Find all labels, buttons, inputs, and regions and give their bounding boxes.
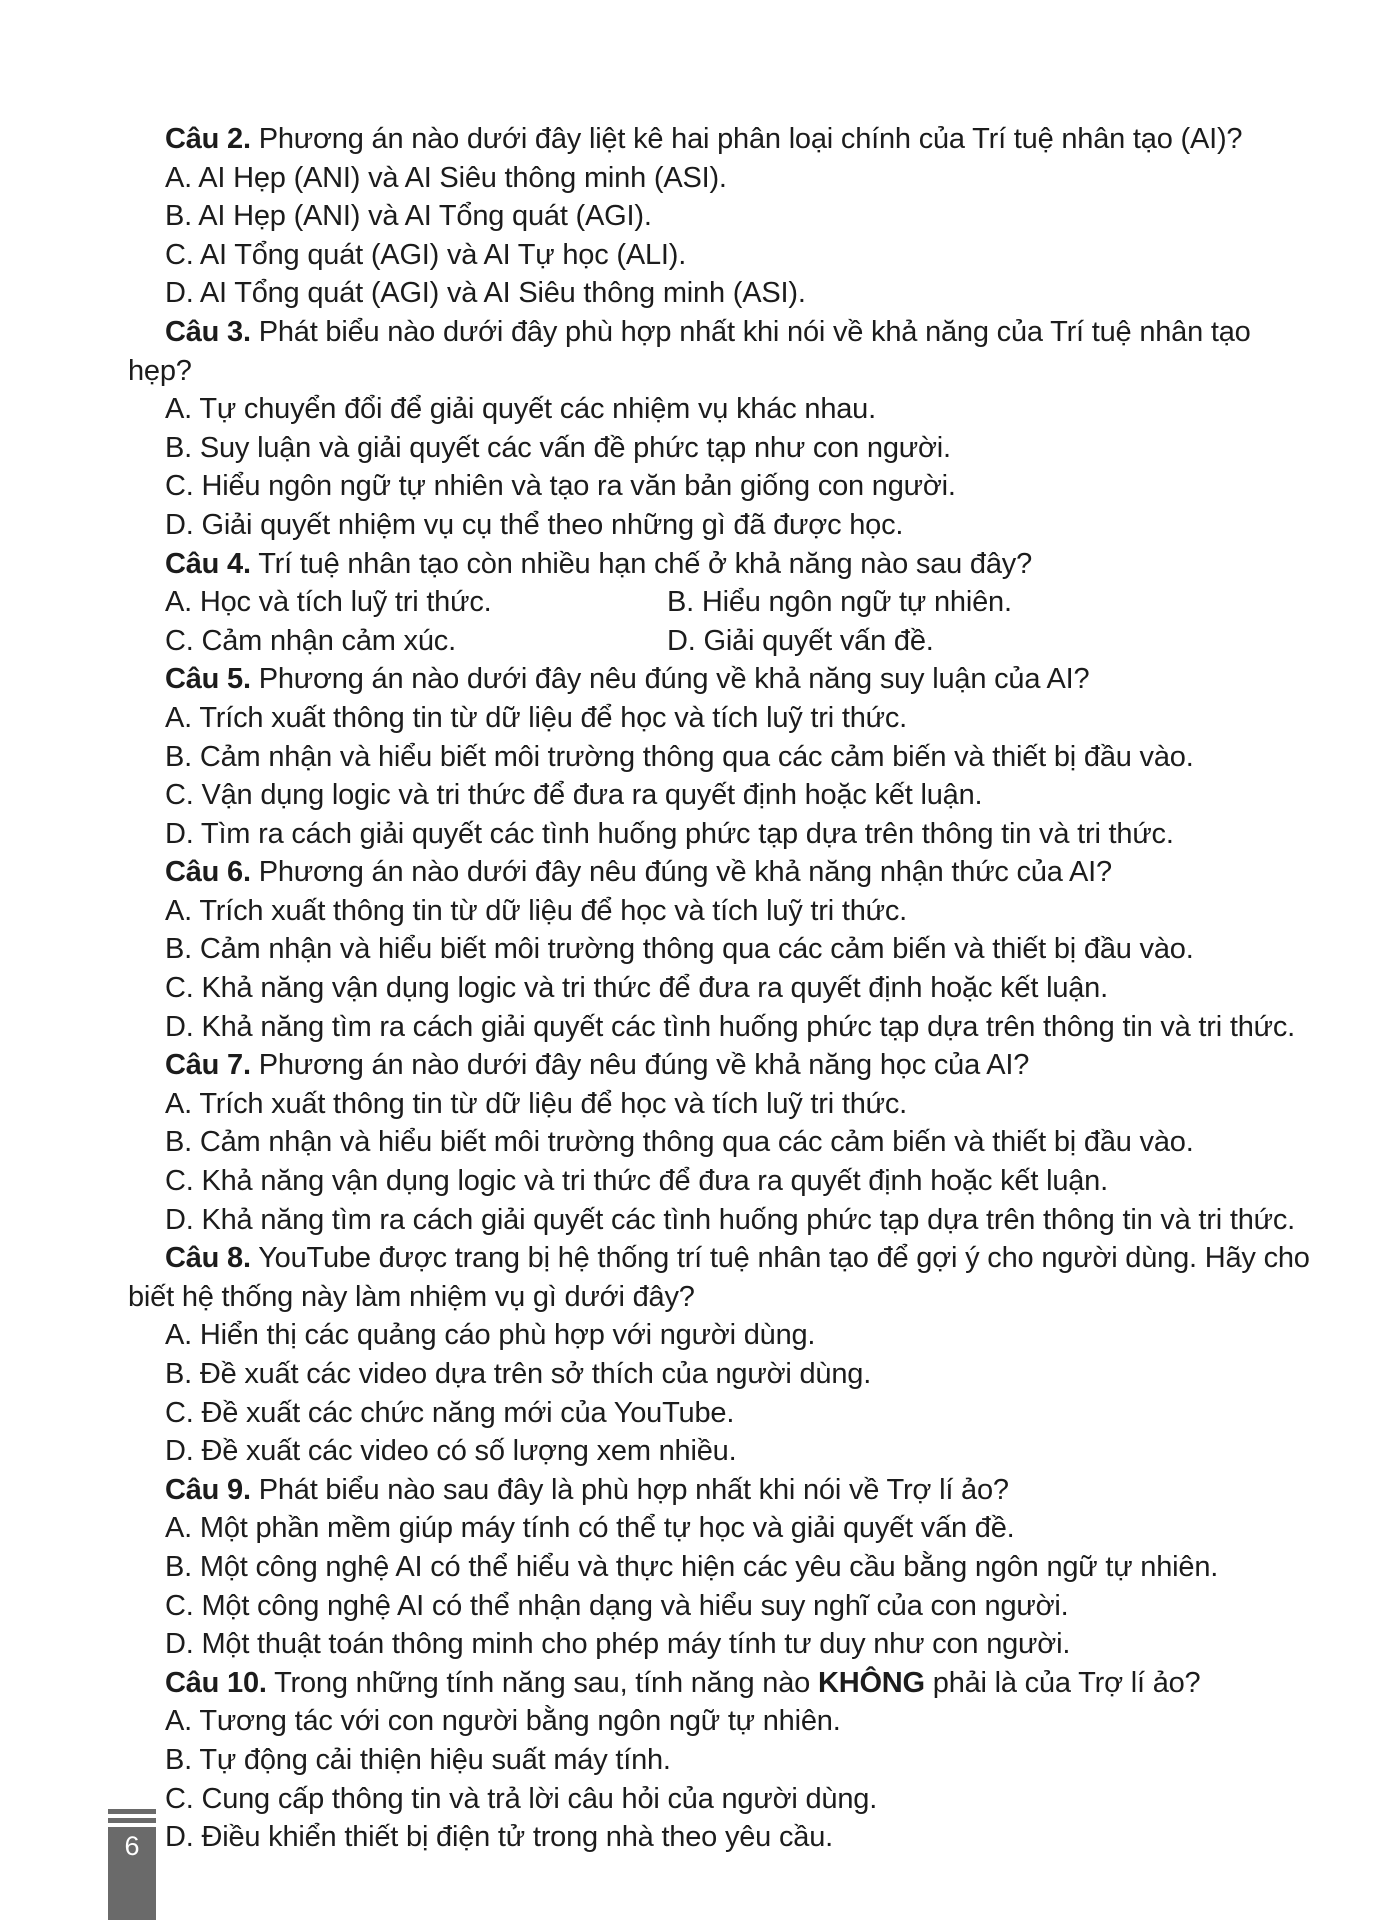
question-text — [128, 1239, 1318, 1316]
answer-option: B. Suy luận và giải quyết các vấn đề phức tạp như con người. — [165, 431, 951, 464]
question-block — [128, 853, 1318, 1046]
question-text-segment: Phương án nào dưới đây nêu đúng về khả năng học của AI? — [258, 1049, 1030, 1082]
answer-option: C. Một công nghệ AI có thể nhận dạng và hiểu suy nghĩ của con người. — [165, 1589, 1069, 1622]
question-block — [128, 545, 1318, 661]
answer-option: C. Cung cấp thông tin và trả lời câu hỏi của người dùng. — [165, 1782, 878, 1815]
question-number: Câu 8. — [165, 1242, 251, 1275]
answer-option: D. Một thuật toán thông minh cho phép máy tính tư duy như con người. — [165, 1628, 1071, 1661]
answer-option: C. Đề xuất các chức năng mới của YouTube. — [165, 1396, 735, 1429]
answer-option: A. Hiển thị các quảng cáo phù hợp với người dùng. — [165, 1319, 816, 1352]
question-text — [128, 660, 1318, 699]
question-text-segment: YouTube được trang bị hệ thống trí tuệ nhân tạo để gợi ý cho người dùng. Hãy cho biết hệ thống này làm nhiệm vụ gì dưới đây? — [128, 1242, 1310, 1313]
answer-option: A. Trích xuất thông tin từ dữ liệu để học và tích luỹ tri thức. — [165, 894, 907, 927]
answer-option: D. AI Tổng quát (AGI) và AI Siêu thông minh (ASI). — [165, 277, 806, 310]
answer-option: A. Tự chuyển đổi để giải quyết các nhiệm vụ khác nhau. — [165, 393, 876, 426]
question-text — [128, 545, 1318, 584]
answer-option: B. Cảm nhận và hiểu biết môi trường thông qua các cảm biến và thiết bị đầu vào. — [165, 1126, 1194, 1159]
answer-option: A. Trích xuất thông tin từ dữ liệu để học và tích luỹ tri thức. — [165, 1087, 907, 1120]
answer-option: D. Giải quyết nhiệm vụ cụ thể theo những gì đã được học. — [165, 508, 904, 541]
answer-option: C. Khả năng vận dụng logic và tri thức để đưa ra quyết định hoặc kết luận. — [165, 972, 1108, 1005]
question-text-segment: Phát biểu nào sau đây là phù hợp nhất khi nói về Trợ lí ảo? — [258, 1473, 1009, 1506]
answer-option: B. Một công nghệ AI có thể hiểu và thực hiện các yêu cầu bằng ngôn ngữ tự nhiên. — [165, 1550, 1219, 1583]
question-list — [128, 120, 1318, 1857]
answer-option: A. Học và tích luỹ tri thức. — [165, 586, 492, 619]
answer-option: D. Điều khiển thiết bị điện tử trong nhà theo yêu cầu. — [165, 1821, 833, 1854]
question-block — [128, 660, 1318, 853]
question-text-segment: phải là của Trợ lí ảo? — [924, 1666, 1201, 1699]
question-text — [128, 1046, 1318, 1085]
question-text-segment: Phát biểu nào dưới đây phù hợp nhất khi nói về khả năng của Trí tuệ nhân tạo hẹp? — [128, 315, 1251, 387]
question-block — [128, 1046, 1318, 1239]
question-text-segment: Phương án nào dưới đây liệt kê hai phân loại chính của Trí tuệ nhân tạo (AI)? — [258, 123, 1243, 155]
page-number: 6 — [124, 1831, 140, 1861]
question-number: Câu 5. — [165, 663, 251, 696]
answer-option: A. Một phần mềm giúp máy tính có thể tự học và giải quyết vấn đề. — [165, 1512, 1015, 1545]
question-text-segment: Trong những tính năng sau, tính năng nào — [274, 1666, 818, 1699]
question-number: Câu 4. — [165, 547, 251, 580]
question-block — [128, 1471, 1318, 1664]
answer-option: A. Tương tác với con người bằng ngôn ngữ tự nhiên. — [165, 1705, 841, 1738]
answer-option: C. Cảm nhận cảm xúc. — [165, 624, 456, 657]
answer-option: C. Vận dụng logic và tri thức để đưa ra quyết định hoặc kết luận. — [165, 779, 983, 812]
question-block — [128, 120, 1318, 313]
answer-option: C. AI Tổng quát (AGI) và AI Tự học (ALI). — [165, 238, 687, 271]
question-text-segment: Phương án nào dưới đây nêu đúng về khả năng suy luận của AI? — [258, 663, 1090, 696]
question-text — [128, 1664, 1318, 1703]
answer-option: B. Hiểu ngôn ngữ tự nhiên. — [667, 586, 1012, 619]
answer-option: A. AI Hẹp (ANI) và AI Siêu thông minh (ASI). — [165, 161, 727, 194]
page-number-tab — [108, 1827, 156, 1920]
question-text-segment: Phương án nào dưới đây nêu đúng về khả năng nhận thức của AI? — [258, 856, 1112, 889]
question-text — [128, 1471, 1318, 1510]
question-number: Câu 3. — [165, 315, 251, 348]
question-number: Câu 9. — [165, 1473, 251, 1506]
answer-option: B. Cảm nhận và hiểu biết môi trường thông qua các cảm biến và thiết bị đầu vào. — [165, 933, 1194, 966]
answer-option: D. Khả năng tìm ra cách giải quyết các tình huống phức tạp dựa trên thông tin và tri thức. — [165, 1203, 1296, 1236]
answer-option: C. Hiểu ngôn ngữ tự nhiên và tạo ra văn bản giống con người. — [165, 470, 956, 503]
question-block — [128, 1239, 1318, 1471]
footer-rule-bottom — [108, 1818, 156, 1823]
footer-rule-top — [108, 1809, 156, 1814]
question-text — [128, 313, 1318, 390]
answer-option: D. Tìm ra cách giải quyết các tình huống phức tạp dựa trên thông tin và tri thức. — [165, 817, 1174, 850]
question-number: Câu 2. — [165, 123, 251, 155]
answer-option: B. Tự động cải thiện hiệu suất máy tính. — [165, 1743, 671, 1776]
answer-option: D. Khả năng tìm ra cách giải quyết các tình huống phức tạp dựa trên thông tin và tri thức. — [165, 1010, 1296, 1043]
answer-option: D. Giải quyết vấn đề. — [667, 624, 934, 657]
answer-option: B. AI Hẹp (ANI) và AI Tổng quát (AGI). — [165, 200, 652, 233]
question-block — [128, 313, 1318, 545]
answer-option: B. Đề xuất các video dựa trên sở thích của người dùng. — [165, 1358, 872, 1390]
answer-option: B. Cảm nhận và hiểu biết môi trường thông qua các cảm biến và thiết bị đầu vào. — [165, 740, 1194, 773]
question-number: Câu 10. — [165, 1666, 267, 1699]
question-text-segment: Trí tuệ nhân tạo còn nhiều hạn chế ở khả năng nào sau đây? — [258, 547, 1032, 580]
answer-option: C. Khả năng vận dụng logic và tri thức để đưa ra quyết định hoặc kết luận. — [165, 1165, 1108, 1198]
question-text — [128, 853, 1318, 892]
question-number: Câu 7. — [165, 1049, 251, 1082]
question-number: Câu 6. — [165, 856, 251, 889]
question-block — [128, 1664, 1318, 1857]
options-grid — [165, 583, 1318, 660]
question-text-bold-segment: KHÔNG — [817, 1666, 925, 1699]
answer-option: A. Trích xuất thông tin từ dữ liệu để học và tích luỹ tri thức. — [165, 701, 907, 734]
question-text — [128, 120, 1318, 159]
answer-option: D. Đề xuất các video có số lượng xem nhiều. — [165, 1435, 737, 1468]
